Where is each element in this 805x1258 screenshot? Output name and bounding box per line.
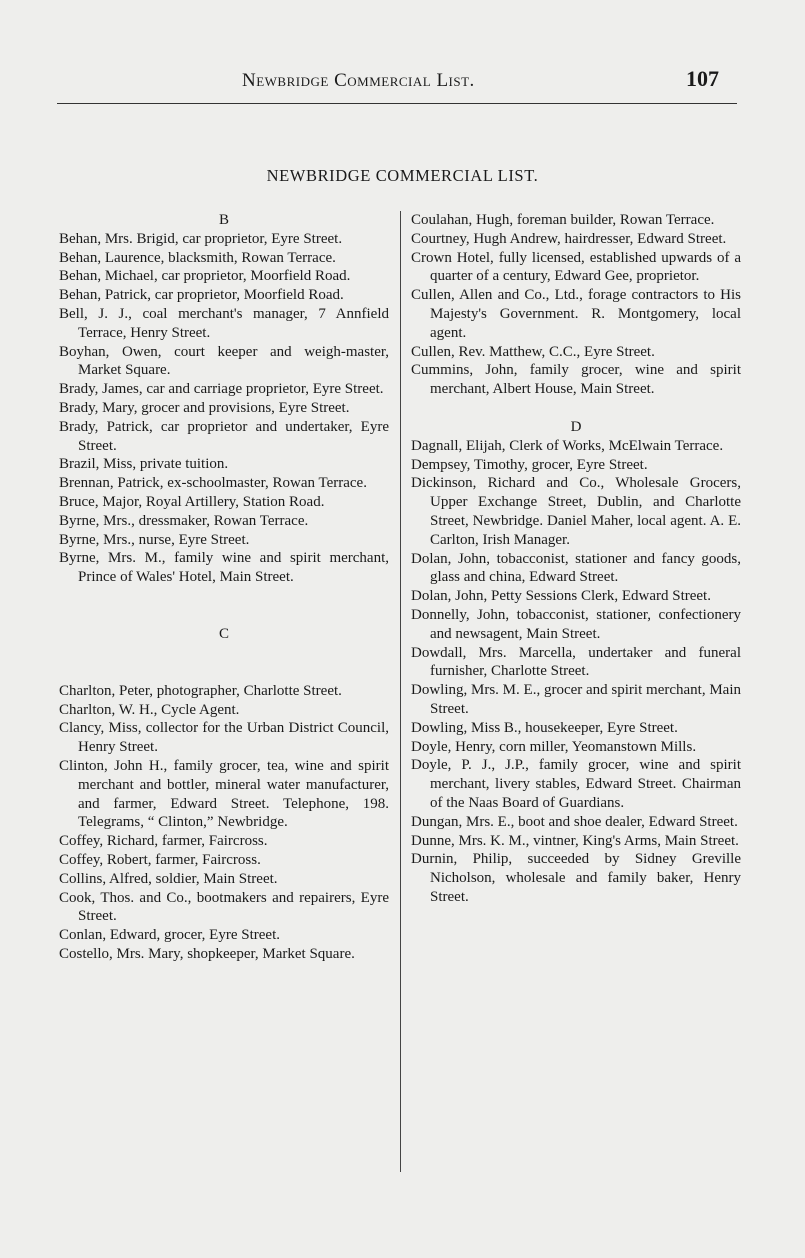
right-column — [411, 211, 741, 907]
list-entry: Coulahan, Hugh, foreman builder, Rowan Terrace. — [411, 212, 715, 228]
list-entry: Dowling, Mrs. M. E., grocer and spirit merchant, Main Street. — [411, 682, 741, 717]
list-entry: Boyhan, Owen, court keeper and weigh-master, Market Square. — [59, 343, 389, 379]
list-entry: Dowling, Miss B., housekeeper, Eyre Street. — [411, 719, 678, 736]
c-entries-right — [411, 211, 741, 399]
list-entry: Dickinson, Richard and Co., Wholesale Grocers, Upper Exchange Street, Dublin, and Charlotte Street, Newbridge. Daniel Maher, local agent. A. E. Carlton, Irish Manager. — [411, 475, 741, 548]
list-entry: Dowdall, Mrs. Marcella, undertaker and funeral furnisher, Charlotte Street. — [411, 644, 741, 680]
list-entry: Dagnall, Elijah, Clerk of Works, McElwain Terrace. — [411, 437, 724, 454]
c-entries-left — [59, 682, 389, 964]
d-entries — [411, 437, 741, 907]
list-entry: Cook, Thos. and Co., bootmakers and repairers, Eyre Street. — [59, 889, 389, 925]
header-rule — [57, 103, 737, 104]
list-entry: Crown Hotel, fully licensed, established upwards of a quarter of a century, Edward Gee, proprietor. — [411, 249, 741, 285]
list-entry: Dolan, John, Petty Sessions Clerk, Edward Street. — [411, 588, 711, 605]
list-entry: Collins, Alfred, soldier, Main Street. — [59, 870, 278, 887]
list-entry: Dunne, Mrs. K. M., vintner, King's Arms, Main Street. — [411, 832, 739, 849]
list-entry: Behan, Michael, car proprietor, Moorfield Road. — [59, 268, 351, 285]
list-entry: Conlan, Edward, grocer, Eyre Street. — [59, 927, 280, 944]
list-entry: Behan, Laurence, blacksmith, Rowan Terrace. — [59, 249, 336, 266]
page-number: 107 — [686, 66, 719, 91]
list-entry: Courtney, Hugh Andrew, hairdresser, Edward Street. — [411, 230, 727, 247]
list-entry: Donnelly, John, tobacconist, stationer, confectionery and newsagent, Main Street. — [411, 606, 741, 642]
list-entry: Dungan, Mrs. E., boot and shoe dealer, Edward Street. — [411, 813, 738, 830]
list-entry: Clancy, Miss, collector for the Urban District Council, Henry Street. — [59, 720, 389, 756]
left-column — [59, 211, 389, 964]
section-letter-b: B — [218, 212, 229, 228]
list-entry: Brady, Patrick, car proprietor and undertaker, Eyre Street. — [59, 418, 389, 454]
list-entry: Bruce, Major, Royal Artillery, Station Road. — [59, 493, 325, 510]
list-entry: Clinton, John H., family grocer, tea, wine and spirit merchant and bottler, mineral water manufacturer, and farmer, Edward Street. Telephone, 198. Telegrams, “ Clinton,” Newbridge. — [59, 757, 389, 831]
running-title: Newbridge Commercial List. — [242, 70, 475, 91]
list-entry: Doyle, P. J., J.P., family grocer, wine and spirit merchant, livery stables, Edward Street. Chairman of the Naas Board of Guardians. — [411, 757, 741, 811]
list-entry: Dempsey, Timothy, grocer, Eyre Street. — [411, 456, 648, 473]
section-letter-c: C — [218, 625, 229, 642]
list-entry: Doyle, Henry, corn miller, Yeomanstown Mills. — [411, 738, 697, 755]
list-entry: Cummins, John, family grocer, wine and spirit merchant, Albert House, Main Street. — [411, 362, 741, 398]
b-entries — [59, 230, 389, 587]
list-entry: Coffey, Richard, farmer, Faircross. — [59, 833, 268, 850]
list-entry: Coffey, Robert, farmer, Faircross. — [59, 851, 261, 868]
column-divider — [400, 211, 401, 1172]
list-entry: Byrne, Mrs., nurse, Eyre Street. — [59, 531, 250, 548]
list-entry: Charlton, W. H., Cycle Agent. — [59, 701, 240, 718]
list-title: NEWBRIDGE COMMERCIAL LIST. — [266, 166, 539, 185]
list-entry: Brady, James, car and carriage proprietor, Eyre Street. — [59, 381, 384, 398]
list-entry: Durnin, Philip, succeeded by Sidney Greville Nicholson, wholesale and family baker, Henry Street. — [411, 851, 741, 905]
list-entry: Cullen, Rev. Matthew, C.C., Eyre Street. — [411, 343, 655, 360]
list-entry: Byrne, Mrs. M., family wine and spirit merchant, Prince of Wales' Hotel, Main Street. — [59, 550, 389, 586]
section-letter-d: D — [570, 418, 582, 435]
list-entry: Brennan, Patrick, ex-schoolmaster, Rowan Terrace. — [59, 475, 367, 492]
list-entry: Charlton, Peter, photographer, Charlotte Street. — [59, 682, 342, 699]
list-entry: Byrne, Mrs., dressmaker, Rowan Terrace. — [59, 512, 309, 529]
list-entry: Brady, Mary, grocer and provisions, Eyre Street. — [59, 399, 350, 416]
list-entry: Behan, Patrick, car proprietor, Moorfield Road. — [59, 287, 344, 304]
list-entry: Costello, Mrs. Mary, shopkeeper, Market Square. — [59, 945, 355, 962]
running-header — [0, 66, 805, 96]
list-entry: Cullen, Allen and Co., Ltd., forage contractors to His Majesty's Government. R. Montgomery, local agent. — [411, 287, 741, 341]
list-entry: Behan, Mrs. Brigid, car proprietor, Eyre Street. — [59, 230, 343, 247]
list-entry: Dolan, John, tobacconist, stationer and fancy goods, glass and china, Edward Street. — [411, 550, 741, 586]
list-entry: Bell, J. J., coal merchant's manager, 7 Annfield Terrace, Henry Street. — [59, 305, 389, 341]
list-entry: Brazil, Miss, private tuition. — [59, 456, 229, 473]
